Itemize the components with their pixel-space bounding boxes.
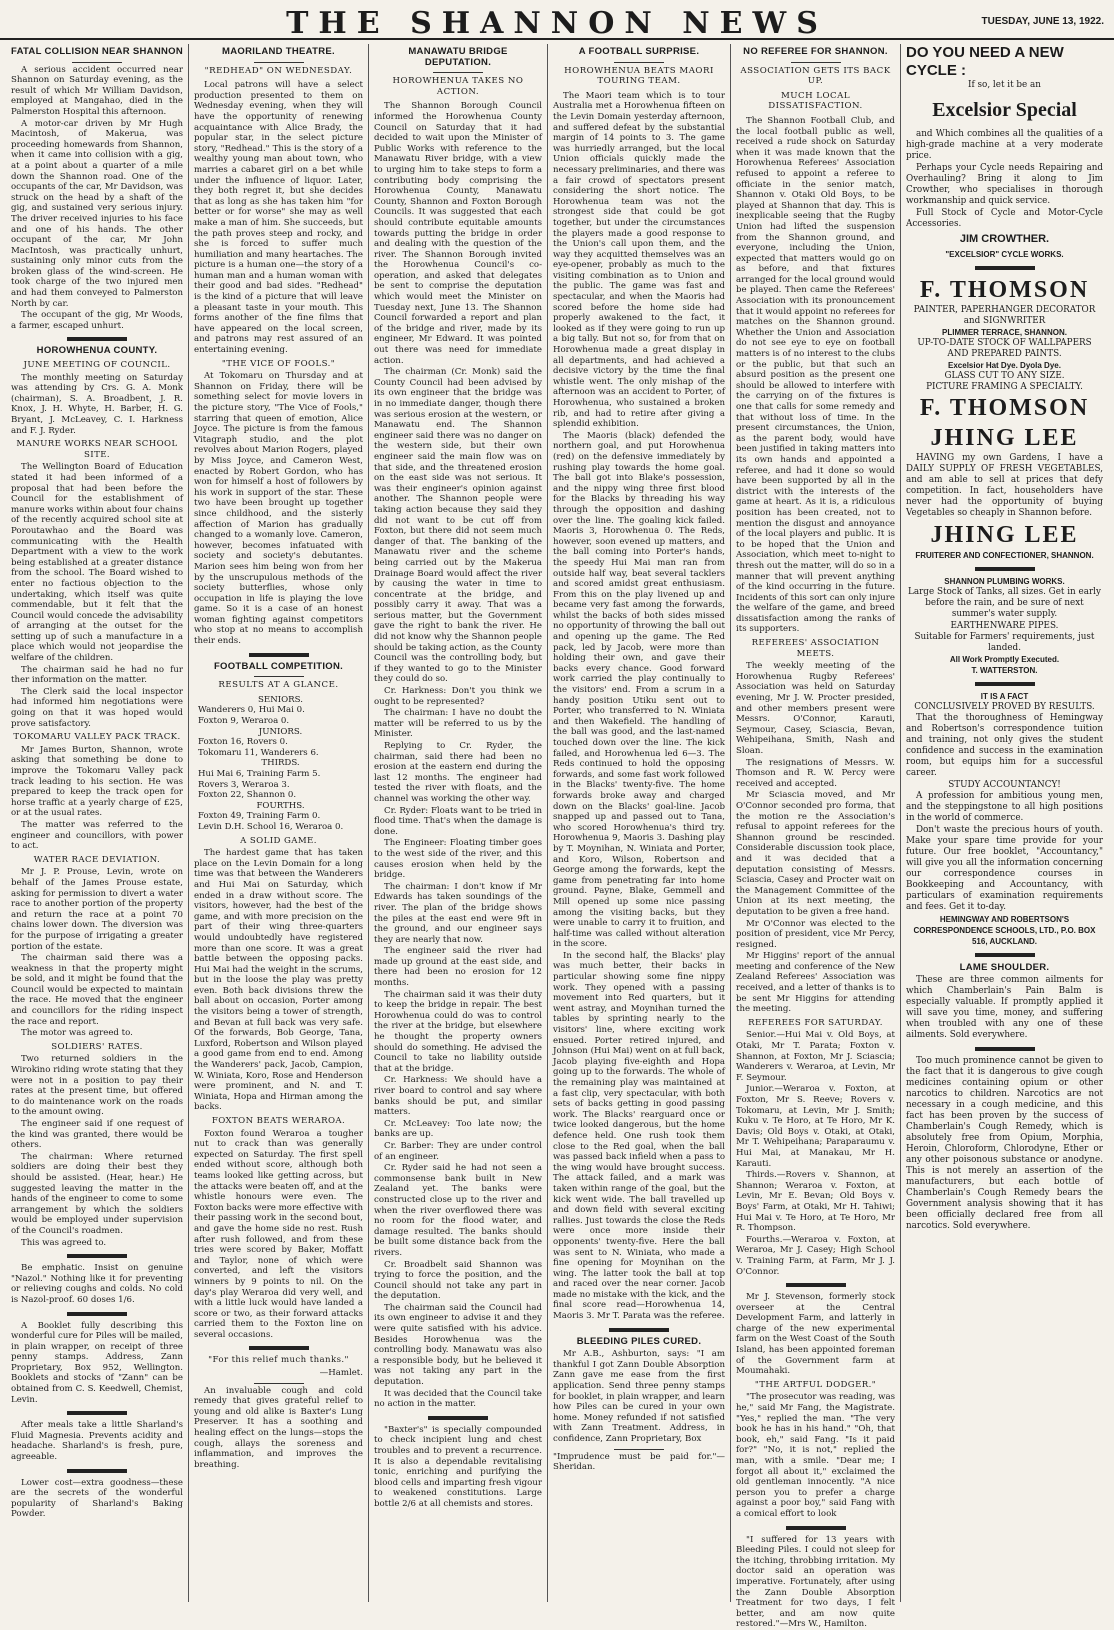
paragraph: Replying to Cr. Ryder, the chairman, said there had been no erosion at the eastern end during the last 12 months. The engineer had tested the river with floats, and the channel was working the other way. bbox=[374, 741, 542, 804]
column-5 bbox=[730, 44, 900, 1630]
paragraph: Thirds.—Rovers v. Shannon, at Shannon; Weraroa v. Foxton, at Levin, Mr E. Bevan; Old Boys v. Boys' Farm, at Otaki, Mr H. Tahiwi; Hui Mai v. Te Horo, at Te Horo, Mr R. Thompson. bbox=[736, 1170, 895, 1234]
advert-jhing-lee-name: JHING LEE bbox=[930, 425, 1079, 451]
divider bbox=[428, 1416, 488, 1420]
divider bbox=[254, 676, 304, 677]
advert-fact-headline: IT IS A FACT bbox=[980, 692, 1029, 701]
advert-plumbing-headline: SHANNON PLUMBING WORKS. bbox=[944, 577, 1065, 586]
paragraph: The chairman: I have no doubt the matter will be referred to us by the Minister. bbox=[374, 708, 542, 740]
advert-text: Suitable for Farmers' requirements, just landed. bbox=[914, 632, 1095, 653]
paragraph: The matter was referred to the engineer and councillors, with power to act. bbox=[11, 819, 183, 852]
paragraph: The Shannon Borough Council informed the Horowhenua County Council on Saturday that it had decided to wait upon the Minister of Public Works with reference to the Manawatu River bridge, with a view to urging him to take steps to form a contributing body comprising the Horowhenua County, Manawatu County, Shannon and Foxton Borough Councils. It was suggested that each should contribute equitable amounts towards putting the bridge in order and dealing with the question of the river. The Shannon Borough invited the Horowhenua Council's co-operation, and asked that delegates be sent to comprise the deputation which would meet the Minister on Tuesday next, June 13. The Shannon Council forwarded a report and plan of the bridge and river, made by its engineer, Mr Edward. It was pointed out there was need for immediate action. bbox=[374, 101, 542, 366]
score-line: Levin D.H. School 16, Weraroa 0. bbox=[198, 821, 344, 832]
advert-signature: HEMINGWAY AND ROBERTSON'S CORRESPONDENCE SCHOOLS, LTD., P.O. BOX 516, AUCKLAND. bbox=[913, 915, 1096, 946]
quote: "For this relief much thanks." bbox=[208, 1355, 349, 1366]
column-2 bbox=[188, 44, 368, 1602]
paragraph: The Engineer: Floating timber goes to the west side of the river, and this causes erosion when held by the bridge. bbox=[374, 838, 542, 881]
headline: MAORILAND THEATRE. bbox=[222, 46, 335, 57]
divider bbox=[975, 567, 1035, 571]
paragraph: Senior.—Hui Mai v. Old Boys, at Otaki, Mr T. Parata; Foxton v. Shannon, at Foxton, Mr J. Sciascia; Wanderers v. Weraroa, at Levin, Mr F. Seymour. bbox=[736, 1030, 895, 1083]
divider bbox=[614, 62, 664, 63]
subheading: ASSOCIATION GETS ITS BACK UP. bbox=[740, 65, 891, 87]
advert-cycle-headline: DO YOU NEED A NEW CYCLE : bbox=[906, 44, 1064, 79]
headline: MANAWATU BRIDGE DEPUTATION. bbox=[408, 46, 508, 68]
paragraph: Cr. Ryder said he had not seen a commonsense bank built in New Zealand yet. The banks were constructed close up to the river and when the river overflowed there was no room for the flood water, and damage resulted. The banks should be built some distance back from the rivers. bbox=[374, 1163, 542, 1258]
quote-attribution: —Hamlet. bbox=[319, 1368, 363, 1379]
column-1 bbox=[6, 44, 188, 1602]
divider bbox=[975, 266, 1035, 270]
score-line: Foxton 49, Training Farm 0. bbox=[198, 811, 321, 822]
paragraph: Cr. Harkness: Don't you think we ought to be represented? bbox=[374, 686, 542, 707]
subheading: REFEREES' ASSOCIATION MEETS. bbox=[751, 638, 880, 659]
divider bbox=[614, 1449, 664, 1450]
advert-thomson-name: F. THOMSON bbox=[919, 395, 1090, 421]
score-line: Wanderers 0, Hui Mai 0. bbox=[198, 705, 305, 716]
score-list bbox=[194, 695, 363, 833]
advert-signature: JIM CROWTHER. bbox=[959, 233, 1050, 245]
score-grade: SENIORS. bbox=[258, 694, 303, 705]
paragraph: The chairman said there was a weakness in that the property might be sold, and it might be found that the Council would be expected to maintain the race. He moved that the engineer and councillors for the riding inspect the race and report. bbox=[11, 953, 183, 1027]
divider bbox=[254, 62, 304, 63]
advert-text: Large Stock of Tanks, all sizes. Get in early before the rain, and be sure of next summer's water supply. bbox=[908, 587, 1101, 619]
subheading: A SOLID GAME. bbox=[240, 835, 317, 846]
paragraph: The weekly meeting of the Horowhenua Rugby Referees' Association was held on Saturday evening, Mr J. W. Procter presided, and other members present were Messrs. O'Connor, Karauti, Seymour, Casey, Sciascia, Bevan, Wehipeihana, Smith, Nash and Sloan. bbox=[736, 661, 895, 756]
paragraph: The monthly meeting on Saturday was attending by Crs. G. A. Monk (chairman), S. A. Broadbent, J. R. Knox, J. H. Whyte, H. Barber, H. G. Bryant, J. McLeavey, C. I. Harkness and F. J. Ryder. bbox=[11, 372, 183, 436]
subheading: HOROWHENUA TAKES NO ACTION. bbox=[392, 76, 524, 97]
subheading: "THE ARTFUL DODGER." bbox=[754, 1379, 877, 1390]
headline: HOROWHENUA COUNTY. bbox=[36, 345, 158, 357]
score-line: Foxton 9, Weraroa 0. bbox=[198, 716, 290, 727]
column-4 bbox=[547, 44, 730, 1602]
paragraph: The chairman: I don't know if Mr Edwards has taken soundings of the river. The plan of the bridge shows the piles at the east end were 9ft in the ground, and our engineer says they are nearly that now. bbox=[374, 881, 542, 945]
paragraph: Mr O'Connor was elected to the position of president, vice Mr Percy, resigned. bbox=[736, 918, 895, 950]
subheading: MANURE WORKS NEAR SCHOOL SITE. bbox=[16, 439, 178, 460]
headline: BLEEDING PILES CURED. bbox=[576, 1335, 702, 1347]
paragraph: Cr. McLeavey: Too late now; the banks are up. bbox=[374, 1118, 542, 1140]
paragraph: In the second half, the Blacks' play was much better, their backs in particular showing some fine nippy work. They opened with a passing movement into Red quarters, but it went astray, and Moynihan turned the tables by sprinting nearly to the visitors' line, where exciting work ensued. Porter retired injured, and Johnson (Hui Mai) went on at full back, Jacob playing five-eighth and Hopa going up to the forwards. The whole of the remaining play was maintained at a fast clip, very spectacular, with both sets of backs getting in good passing work. The Blacks' rearguard once or twice looked dangerous, but the home defence held. One rush took them close to the Red goal, when the ball was passed back infield when a pass to the wing would have brought success. The attack failed, and a mark was taken within range of the goal, but the kick went wide. The ball travelled up and down field with several exciting rallies. Just towards the close the Reds were once more inside their opponents' twenty-five. Here the ball was sent to N. Winiata, who made a fine opening for Moynihan on the wing. The latter took the ball at top and raced over the near corner. Jacob made no mistake with the kick, and the final score read—Horowhenua 14, Maoris 3. Mr T. Parata was the referee. bbox=[553, 950, 725, 1322]
advert-baxters-tonic: "Baxter's" is specially compounded to check incipient lung and chest troubles and to prevent a recurrence. It is also a dependable revitalising tonic, enriching and purifying the blood cells and imparting fresh vigour to weakened constitutions. Large bottle 2/6 at all chemists and stores. bbox=[374, 1424, 542, 1509]
paragraph: Fourths.—Weraroa v. Foxton, at Weraroa, Mr J. Casey; High School v. Training Farm, at Farm, Mr J. J. O'Connor. bbox=[736, 1234, 895, 1277]
paragraph: Cr. Barber: They are under control of an engineer. bbox=[374, 1140, 542, 1162]
divider bbox=[433, 72, 483, 73]
divider bbox=[249, 1346, 309, 1350]
paragraph: The engineer said if one request of the kind was granted, there would be others. bbox=[11, 1119, 183, 1151]
paragraph: "The prosecutor was reading, was he," said Mr Fang, the Magistrate. "Yes," replied the man. "The very book he has in his hand." "Oh, that book, eh," said Fang. "Is it paid for?" "No, it is not," replied the man, with a smile. "Dear me; I forgot all about it," exclaimed the old gentleman innocently. "A nice person you to prefer a charge against a poor boy," said Fang with a comical effort to look bbox=[736, 1392, 895, 1519]
divider bbox=[67, 1254, 127, 1258]
paragraph: The chairman said he had no fur ther information on the matter. bbox=[11, 664, 183, 686]
advert-text: A profession for ambitious young men, and the steppingstone to all high positions in the world of commerce. bbox=[906, 791, 1103, 823]
paragraph: The chairman said the Council had its own engineer to advise it and they were quite satisfied with his advice. Besides Horowhenua was the controlling body. Manawatu was also a responsible body, but he believed it was not taking any part in the deputation. bbox=[374, 1302, 542, 1388]
subheading: WATER RACE DEVIATION. bbox=[33, 854, 161, 865]
paragraph: Mr J. Stevenson, formerly stock overseer at the Central Development Farm, and latterly in charge of the new experimental farm on the West Coast of the South Island, has been appointed foreman of the Government farm at Moumahaki. bbox=[736, 1292, 895, 1377]
advert-text: and Which combines all the qualities of a high-grade machine at a very moderate price. bbox=[906, 129, 1103, 161]
column-6 bbox=[900, 44, 1108, 1602]
newspaper-title: THE SHANNON NEWS bbox=[286, 6, 828, 41]
score-line: Foxton 22, Shannon 0. bbox=[198, 790, 297, 801]
divider bbox=[786, 1526, 846, 1530]
advert-zann-testimonial: "I suffered for 13 years with Bleeding Piles. I could not sleep for the itching, throbbing irritation. My doctor said an operation was imperative. Fortunately, after using the Zann Double Absorption Treatment for two days, I felt better, and am now quite restored."—Mrs W., Hamilton. bbox=[736, 1534, 895, 1630]
advert-sharland-magnesia: After meals take a little Sharland's Fluid Magnesia. Prevents acidity and headache. Sharland's is fresh, pure, agreeable. bbox=[11, 1420, 183, 1463]
advert-text: Perhaps your Cycle needs Repairing and Overhauling? Bring it along to Jim Crowther, who specialises in thorough workmanship and quick service. bbox=[906, 163, 1103, 206]
divider bbox=[609, 1328, 669, 1332]
paragraph: The resignations of Messrs. W. Thomson and R. W. Percy were received and accepted. bbox=[736, 757, 895, 789]
advert-text: PAINTER, PAPERHANGER DECORATOR and SIGNWRITER bbox=[913, 305, 1096, 326]
headline: FOOTBALL COMPETITION. bbox=[213, 660, 344, 672]
paragraph: The chairman: Where returned soldiers are doing their best they should be assisted. (Hear, hear.) He suggested leaving the matter in the hands of the engineer to come to some arrangement by which the soldiers would be employed under supervision of the Council's roadmen. bbox=[11, 1151, 183, 1236]
subheading: "THE VICE OF FOOLS." bbox=[221, 358, 336, 369]
divider bbox=[72, 62, 122, 63]
score-line: Tokomaru 11, Wanderers 6. bbox=[198, 747, 319, 758]
advert-text: GLASS CUT TO ANY SIZE. bbox=[944, 371, 1065, 381]
divider bbox=[67, 337, 127, 341]
paragraph: Cr. Ryder: Floats want to be tried in flood time. That's when the damage is done. bbox=[374, 805, 542, 837]
paragraph: The chairman said it was their duty to keep the bridge in repair. The best Horowhenua could do was to control the river at the bridge, but elsewhere he thought the property owners should do something. He advised the Council to take no liability outside that at the bridge. bbox=[374, 989, 542, 1074]
paragraph: The Maoris (black) defended the northern goal, and put Horowhenua (red) on the defensive immediately by rushing play towards the home goal. The ball got into Blake's possession, and the nippy wing three first blood for the Blacks by threading his way through the opposition and dashing over the line. The goaling kick failed. Maoris 3, Horowhenua 0. The Reds, however, soon evened up matters, and the ball coming into Porter's hands, the speedy Hui Mai man ran from outside half way, beat several tacklers and scored amidst great enthusiasm. From this on the play livened up and became very fast among the forwards, whilst the backs of both sides missed no opportunity of throwing the ball out and opening up the game. The Red pack, led by Jacob, were more than holding their own, and gave their backs every chance. Good forward work carried the play continually to the visitors' end. From a scrum in a handy position Utiku sent out to Porter, who transferred to N. Winiata and then Wakefield. The handling of the ball was good, and the last-named touched down over the line. The kick failed, and Horowhenua led 6—3. The Reds continued to hold the opposing forwards, and some fast work followed in the Blacks' twenty-five. The home forwards broke away and charged down on the Blacks' goal-line. Jacob snapped up and passed out to Tana, who scored Horowhenua's third try. Horowhenua 9, Maoris 3. Dashing play by T. Moynihan, N. Winiata and Porter, and Koro, Wilson, Robertson and George among the forwards, kept the game from penetrating far into home ground. Payne, Blake, Gemmell and Mill opened up some nice passing among the visiting backs, but they were unable to carry it to fruition, and half-time was called without alteration in the score. bbox=[553, 430, 725, 950]
advert-sharland-baking: Lower cost—extra goodness—these are the secrets of the wonderful popularity of Sharland's Baking Powder. bbox=[11, 1477, 183, 1520]
advert-baxters: An invaluable cough and cold remedy that gives grateful relief to young and old alike is Baxter's Lung Preserver. It has a soothing and healing effect on the lungs—stops the cough, allays the soreness and inflammation, and improves the breathing. bbox=[194, 1385, 363, 1470]
paragraph: Mr Sciascia moved, and Mr O'Connor seconded pro forma, that the motion re the Association's refusal to appoint referees for the Shannon ground be rescinded. Considerable discussion took place, and it was decided that a deputation consisting of Messrs. Sciascia, Casey and Procter wait on the Management Committee of the Union at its next meeting, the deputation to be given a free hand. bbox=[736, 790, 895, 917]
score-grade: FOURTHS. bbox=[256, 800, 305, 811]
paragraph: The chairman (Cr. Monk) said the County Council had been advised by its own engineer that the bridge was in no immediate danger, though there was serious erosion at the western, or Manawatu end. The Shannon engineer said there was no danger on the western side, but their own engineer said the main flow was on that side, and the threatened erosion on the east side was not serious. It was their engineer's opinion against another. The Shannon people were taking action because they said they did not want to be cut off from Foxton, but there did not seem much danger of that. The banking of the Manawatu river and the scheme being carried out by the Makerua Drainage Board would affect the river by causing the water in time to concentrate at the bridge, and possibly carry it away. That was a serious matter, but the Government gave the right to bank the river. He did not know why the Shannon people should be taking action, as the County Council was the controlling body, but if they wanted to go to the Minister they could do so. bbox=[374, 367, 542, 685]
subheading: "REDHEAD" ON WEDNESDAY. bbox=[204, 65, 353, 76]
paragraph: The engineer said the river had made up ground at the east side, and there had been no erosion for 12 months. bbox=[374, 946, 542, 989]
paragraph: Cr. Broadbelt said Shannon was trying to force the position, and the Council should not take any part in the deputation. bbox=[374, 1259, 542, 1302]
advert-text: HAVING my own Gardens, I have a DAILY SUPPLY OF FRESH VEGETABLES, and am able to sell at prices that defy competition. In fact, householders have never had the opportunity of buying Vegetables so cheaply in Shannon before. bbox=[906, 453, 1103, 518]
advert-text: EARTHENWARE PIPES. bbox=[950, 621, 1059, 631]
divider bbox=[249, 653, 309, 657]
advert-text: Too much prominence cannot be given to the fact that it is dangerous to give cough medicines containing opium or other narcotics to children. Narcotics are not necessary in a cough medicine, and this fact has been proven by the success of Chamberlain's Cough Remedy, which is absolutely free from Opium, Morphia, Heroin, Chloroform, Chlorodyne, Ether or any other poisonous substance or anodyne. This is not merely an assertion of the manufacturers, but each bottle of Chamberlain's Cough Remedy bears the Government analysis showing that it has been officially declared free from all narcotics. Sold everywhere. bbox=[906, 1056, 1103, 1231]
headline: A FOOTBALL SURPRISE. bbox=[578, 46, 700, 57]
divider bbox=[67, 1312, 127, 1316]
subheading: SOLDIERS' RATES. bbox=[51, 1041, 143, 1052]
advert-text: These are three common ailments for which Chamberlain's Pain Balm is especially valuable. If promptly applied it will save you time, money, and suffering when troubled with any one of these ailments. Sold everywhere. bbox=[906, 975, 1103, 1040]
paragraph: A serious accident occurred near Shannon on Saturday evening, as the result of which Mr William Davidson, employed at Mangahao, died in the Palmerston Hospital this afternoon. bbox=[11, 64, 183, 117]
divider bbox=[67, 1469, 127, 1473]
paragraph: At Tokomaru on Thursday and at Shannon on Friday, there will be something select for movie lovers in the picture story, "The Vice of Fools," starring that queen of emotion, Alice Joyce. The picture is from the famous Vitagraph studio, and the plot revolves about Marion Rogers, played by Miss Joyce, and Cameron West, enacted by Robert Gordon, who has won for himself a host of followers by his work in support of the star. These two have been brought up together since childhood, and the sisterly affection of Marion has gradually changed to a womanly love. Cameron, however, becomes infatuated with society and society's debutantes. Marion sees him being won from her by the unscrupulous methods of the society butterflies, whose only occupation in life is playing the love game. So it is a case of an honest woman fighting against competitors who stop at no means to accomplish their ends. bbox=[194, 371, 363, 647]
advert-signature: FRUITERER AND CONFECTIONER, SHANNON. bbox=[915, 551, 1094, 560]
advert-product-name: Excelsior Special bbox=[932, 99, 1077, 121]
paragraph: The motor was agreed to. bbox=[21, 1028, 133, 1039]
headline: NO REFEREE FOR SHANNON. bbox=[743, 46, 888, 57]
divider bbox=[975, 953, 1035, 957]
paragraph: Cr. Harkness: We should have a river board to control and say where banks should be put, and similar matters. bbox=[374, 1075, 542, 1118]
headline: FATAL COLLISION NEAR SHANNON bbox=[11, 46, 184, 57]
paragraph: The occupant of the gig, Mr Woods, a farmer, escaped unhurt. bbox=[11, 310, 183, 331]
advert-text: That the thoroughness of Hemingway and Robertson's correspondence tuition and training, not only gives the student confidence and success in the examination room, but equips him for a successful career. bbox=[906, 713, 1103, 778]
subheading: HOROWHENUA BEATS MAORI TOURING TEAM. bbox=[564, 65, 714, 87]
paragraph: The hardest game that has taken place on the Levin Domain for a long time was that between the Wanderers and Hui Mai on Saturday, which ended in a draw without score. The visitors, however, had the best of the game, and with more precision on the part of their wing three-quarters would undoubtedly have registered more than one score. It was a great battle between the opposing packs. Hui Mai had the weight in the scrums, but in the loose the play was pretty even. Both back divisions threw the ball about on occasion, Porter among the visitors being a tower of strength, and Bevan at full back was very safe. Of the forwards, Bob George, Tana, Luxford, Robertson and Wilson played a good game from end to end. Among the Wanderers' pack, Jacob, Campion, W. Winiata, Koro, Rose and Henderson were prominent, and N. and T. Winiata, Hopa and Hirman among the backs. bbox=[194, 848, 363, 1113]
masthead bbox=[0, 0, 1114, 40]
paragraph: The Clerk said the local inspector had informed him negotiations were going on that it was hoped would prove satisfactory. bbox=[11, 686, 183, 729]
subheading: JUNE MEETING OF COUNCIL. bbox=[23, 360, 171, 371]
score-grade: JUNIORS. bbox=[258, 726, 303, 737]
divider bbox=[791, 62, 841, 63]
quote: "Imprudence must be paid for."—Sheridan. bbox=[553, 1451, 725, 1473]
subheading: REFEREES FOR SATURDAY. bbox=[748, 1017, 883, 1028]
advert-text: PICTURE FRAMING A SPECIALTY. bbox=[926, 382, 1083, 392]
advert-text: If so, let it be an bbox=[968, 80, 1041, 90]
advert-text: Excelsior Hat Dye. Dyola Dye. bbox=[948, 361, 1061, 370]
paragraph: This was agreed to. bbox=[21, 1237, 107, 1248]
advert-zann: A Booklet fully describing this wonderful cure for Piles will be mailed, in plain wrapper, on receipt of three penny stamps. Address, Zann Proprietary, Box 952, Wellington. Booklets and stocks of "Zann" can be obtained from C. S. Keedwell, Chemist, Levin. bbox=[11, 1320, 183, 1405]
advert-jhing-lee-name: JHING LEE bbox=[930, 522, 1079, 548]
paragraph: Junior.—Weraroa v. Foxton, at Foxton, Mr S. Reeve; Rovers v. Tokomaru, at Levin, Mr J. Smith; Kuku v. Te Horo, at Te Horo, Mr K. Davis; Old Boys v. Otaki, at Otaki, Mr T. Wehipeihana; Paraparaumu v. Hui Mai, at Manakau, Mr H. Karauti. bbox=[736, 1084, 895, 1169]
paragraph: A motor-car driven by Mr Hugh Macintosh, of Makerua, was proceeding homewards from Shannon, when it came into collision with a gig, at a point about a quarter of a mile down the Shannon road. One of the occupants of the car, Mr Davidson, was struck on the head by a shaft of the gig, and sustained very serious injury. The driver received injuries to his face and one of his hands. The other occupant of the car, Mr John MacIntosh, was practically unhurt, sustaining only minor cuts from the broken glass of the wind-screen. He took charge of the two injured men and had them conveyed to Palmerston North by car. bbox=[11, 118, 183, 309]
advert-signature: T. WATTERSTON. bbox=[971, 666, 1038, 675]
subheading: RESULTS AT A GLANCE. bbox=[218, 680, 339, 691]
divider bbox=[67, 1411, 127, 1415]
advert-nazol: Be emphatic. Insist on genuine "Nazol." Nothing like it for preventing or relieving coughs and colds. No cold is Nazol-proof. 60 doses 1/6. bbox=[11, 1263, 183, 1305]
headline: LAME SHOULDER. bbox=[959, 962, 1050, 973]
paragraph: It was decided that the Council take no action in the matter. bbox=[374, 1388, 543, 1410]
issue-date: TUESDAY, JUNE 13, 1922. bbox=[981, 16, 1104, 27]
score-line: Rovers 3, Weraroa 3. bbox=[198, 779, 290, 790]
advert-text: UP-TO-DATE STOCK OF WALLPAPERS AND PREPARED PAINTS. bbox=[917, 338, 1092, 359]
score-grade: THIRDS. bbox=[261, 758, 300, 769]
score-line: Hui Mai 6, Training Farm 5. bbox=[198, 769, 321, 779]
paragraph: Mr Higgins' report of the annual meeting and conference of the New Zealand Referees' Association was received, and a letter of thanks is to be sent Mr Higgins for attending the meeting. bbox=[736, 951, 895, 1015]
subheading: FOXTON BEATS WERAROA. bbox=[211, 1116, 346, 1126]
advert-text: Full Stock of Cycle and Motor-Cycle Accessories. bbox=[906, 208, 1103, 229]
divider bbox=[786, 1283, 846, 1287]
divider bbox=[975, 1047, 1035, 1051]
paragraph: Local patrons will have a select production presented to them on Wednesday evening, when they will have the opportunity of renewing acquaintance with Alice Brady, the popular star, in the select picture story, "Redhead." This is the story of a wealthy young man about town, who marries a cabaret girl on a bet while under the influence of liquor. Later, they both regret it, but she decides that as long as she has taken him "for better or for worse" she may as well make a man of him. She succeeds, but the path proves steep and rocky, and she is forced to suffer much humiliation and many heartaches. The picture is a human one—the story of a human man and a human woman with their good and bad sides. "Redhead" is the kind of a picture that will leave a pleasant taste in your mouth. This forms another of the fine films that have appeared on the local screen, and patrons may rest assured of an entertaining evening. bbox=[194, 80, 363, 356]
advert-text: Don't waste the precious hours of youth. Make your spare time provide for your future. Our free booklet, "Accountancy," will give you all the information concerning our correspondence courses in Bookkeeping and Accountancy, with particulars of examination requirements and fees. Get it to-day. bbox=[906, 825, 1103, 912]
subheading: MUCH LOCAL DISSATISFACTION. bbox=[768, 90, 863, 112]
paragraph: Mr James Burton, Shannon, wrote asking that something be done to improve the Tokomaru Valley pack track leading to his section. He was prepared to keep the track open for horse traffic at a yearly charge of £25, or at the usual rates. bbox=[11, 744, 183, 819]
advert-thomson-name: F. THOMSON bbox=[919, 277, 1090, 303]
column-3 bbox=[368, 44, 547, 1602]
divider bbox=[254, 1383, 304, 1384]
paragraph: Two returned soldiers in the Wirokino riding wrote stating that they were not in a position to pay their rates at the present time, but offered to do maintenance work on the roads to the amount owing. bbox=[11, 1054, 183, 1118]
score-line: Foxton 16, Rovers 0. bbox=[198, 737, 288, 748]
paragraph: Mr J. P. Prouse, Levin, wrote on behalf of the James Prouse estate, asking for permission to divert a water race to another portion of the property and return the race at a point 70 chains lower down. The diversion was for the purpose of irrigating a greater portion of the estate. bbox=[11, 867, 183, 952]
advert-text: PLIMMER TERRACE, SHANNON. bbox=[942, 328, 1067, 337]
advert-text: STUDY ACCOUNTANCY! bbox=[948, 780, 1061, 790]
paragraph: The Maori team which is to tour Australia met a Horowhenua fifteen on the Levin Domain yesterday afternoon, and suffered defeat by the substantial margin of 14 points to 3. The game was hurriedly arranged, but the local Union officials quickly made the necessary preliminaries, and there was a fair crowd of spectators present considering the short notice. The Horowhenua team was not the strongest side that could be got together, but under the circumstances the players made a good response to the Union's call upon them, and the way they acquitted themselves was an eye-opener, probably as much to the visiting combination as to Union and the public. The game was fast and spectacular, and when the Maoris had scored before the home side had properly awakened to the fact, it looked as if they were going to run up a big tally. But not so, for from that on Horowhenua made a great display in all departments, and had achieved a decisive victory by the time the final whistle went. The only mishap of the afternoon was an accident to Porter, of Horowhenua, who sustained a broken rib, and had to retire after giving a splendid exhibition. bbox=[553, 90, 725, 430]
paragraph: Foxton found Weraroa a tougher nut to crack than was generally expected on Saturday. The first spell ended without score, although both teams looked like getting across, but the attacks were beaten off, and at the whistle honours were even. The Foxton backs were more effective with their passing work in the second bout, and gave the home side no rest. Rush after rush followed, and from these tries were scored by Baker, Moffatt and Taylor, none of which were converted, and left the visitors winners by 9 points to nil. On the day's play Weraroa did very well, and with a little luck would have landed a score or two, as their forward attacks carried them to the Foxton line on several occasions. bbox=[194, 1128, 363, 1340]
advert-zann-testimonial: Mr A.B., Ashburton, says: "I am thankful I got Zann Double Absorption Zann gave me ease from the first application. Send three penny stamps for booklet, in plain wrapper, and learn how Piles can be cured in your own home. Money refunded if not satisfied with Zann Treatment. Address, in confidence, Zann Proprietary, Box bbox=[553, 1349, 725, 1444]
paragraph: The Shannon Football Club, and the local football public as well, received a rude shock on Saturday when it was made known that the Horowhenua Referees' Association refused to appoint a referee to officiate in the senior match, Shannon v. Otaki Old Boys, to be played at Shannon that day. This is inexplicable seeing that the Rugby Union had lifted the suspension from the Shannon ground, and everyone, including the Union, expected that matters would go on as before, and that fixtures arranged for the local ground would be played. Then came the Referees' Association with its pronouncement that it would appoint no referees for matches on the Shannon ground. Whether the Union and Association do not see eye to eye on football matters is of no interest to the clubs or the public, but that such an absurd position as the present one should be allowed to interfere with the carrying on of the fixtures is one that calls for some remedy and that without loss of time. In the present circumstances, the Union, as the parent body, would have been justified in taking matters into its own hands and appointed a referee, and had it done so would have been supported by all in the district with the interests of the game at heart. As it is, a ridiculous position has been created, not to mention the disgust and annoyance of the local players and public. It is to be hoped that the Union and Association, which meet to-night to thresh out the matter, will do so in a manner that will prevent anything of the kind occurring in the future. Incidents of this sort can only injure the welfare of the game, and breed dissatisfaction among the ranks of its supporters. bbox=[736, 115, 895, 635]
paragraph: The Wellington Board of Education stated it had been informed of a proposal that had been before the Council for the establishment of manure works within about four chains of the recently acquired school site at Poroutawhao and the Board was communicating with the Health Department with a view to the work being established at a greater distance from the school. The Board wished to enter no factious objection to the undertaking, which itself was quite commendable, but it felt that the Council would concede the advisability of arranging at the outset for the setting up of such a manufacture in a place which would not jeopardise the welfare of the children. bbox=[11, 462, 183, 664]
advert-text: All Work Promptly Executed. bbox=[949, 655, 1060, 664]
divider bbox=[975, 682, 1035, 686]
subheading: TOKOMARU VALLEY PACK TRACK. bbox=[13, 732, 181, 743]
advert-signature: "EXCELSIOR" CYCLE WORKS. bbox=[945, 250, 1064, 259]
advert-text: CONCLUSIVELY PROVED BY RESULTS. bbox=[914, 702, 1095, 712]
